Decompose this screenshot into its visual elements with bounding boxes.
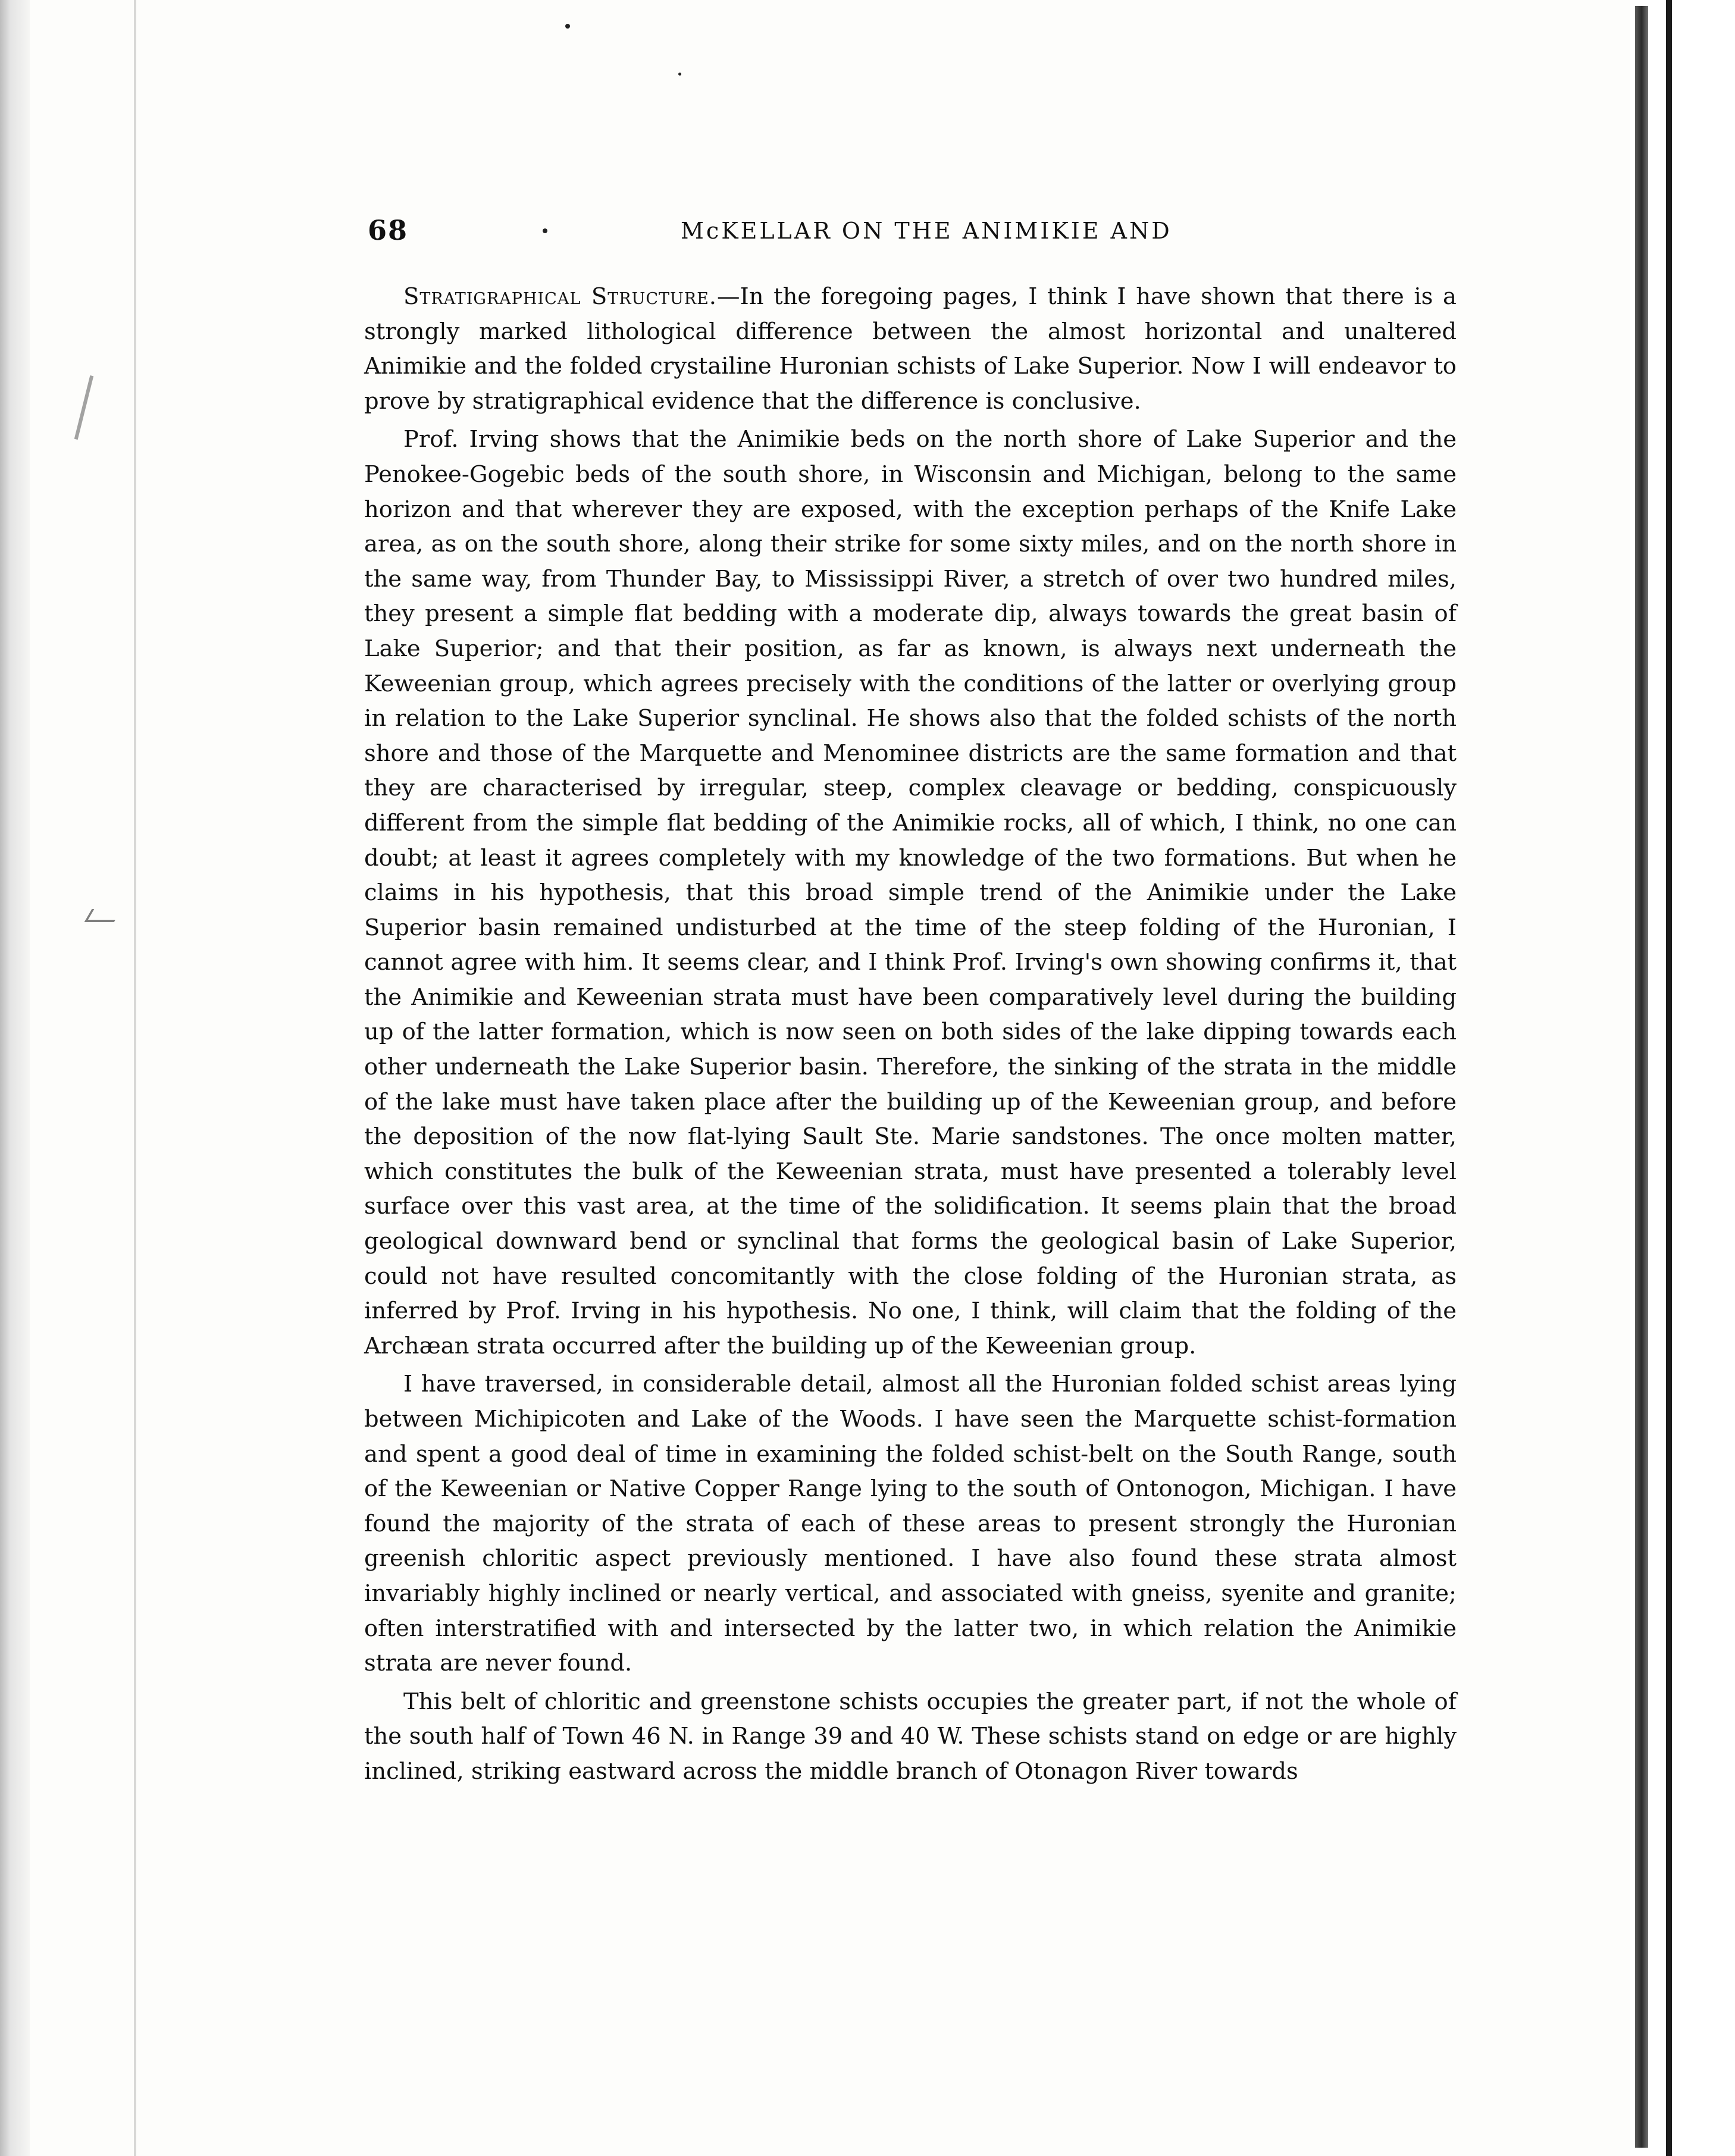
margin-pencil-mark bbox=[74, 375, 93, 440]
paragraph-text: Prof. Irving shows that the Animikie beds on the north shore of Lake Superior and the Penokee-Gogebic beds of the south shore, in Wisconsin and Michigan, belong to the same horizon and that wherever they are exposed, with the exception perhaps of the Knife Lake area, as on the south shore, along their strike for some sixty miles, and on the north shore in the same way, from Thunder Bay, to Mississippi River, a stretch of over two hundred miles, they present a simple flat bedding with a moderate dip, always towards the great basin of Lake Superior; and that their position, as far as known, is always next underneath the Keweenian group, which agrees precisely with the conditions of the latter or overlying group in relation to the Lake Superior synclinal. He shows also that the folded schists of the north shore and those of the Marquette and Menominee districts are the same formation and that they are characterised by irregular, steep, complex cleavage or bedding, conspicuously different from the simple flat bedding of the Animikie rocks, all of which, I think, no one can doubt; at least it agrees completely with my knowledge of the two formations. But when he claims in his hypothesis, that this broad simple trend of the Animikie under the Lake Superior basin remained undisturbed at the time of the steep folding of the Huronian, I cannot agree with him. It seems clear, and I think Prof. Irving's own showing confirms it, that the Animikie and Keweenian strata must have been comparatively level during the building up of the latter formation, which is now seen on both sides of the lake dipping towards each other underneath the Lake Superior basin. Therefore, the sinking of the strata in the middle of the lake must have taken place after the building up of the Keweenian group, and before the deposition of the now flat-lying Sault Ste. Marie sandstones. The once molten matter, which constitutes the bulk of the Keweenian strata, must have presented a tolerably level surface over this vast area, at the time of the solidification. It seems plain that the broad geological downward bend or synclinal that forms the geological basin of Lake Superior, could not have resulted concomitantly with the close folding of the Huronian strata, as inferred by Prof. Irving in his hypothesis. No one, I think, will claim that the folding of the Archæan strata occurred after the building up of the Keweenian group. bbox=[364, 426, 1457, 1359]
page-number: 68 bbox=[368, 214, 409, 246]
paragraph bbox=[364, 1685, 1457, 1790]
page-header bbox=[368, 214, 1445, 262]
paragraph-text: In the foregoing pages, I think I have shown that there is a strongly marked lithological difference between the almost horizontal and unaltered Animikie and the folded crystailine Huronian schists of Lake Superior. Now I will endeavor to prove by stratigraphical evidence that the difference is conclusive. bbox=[364, 283, 1457, 415]
speck-mark bbox=[678, 73, 681, 76]
paragraph bbox=[364, 422, 1457, 1364]
body-text bbox=[364, 280, 1457, 1790]
running-head: McKELLAR ON THE ANIMIKIE AND bbox=[681, 218, 1172, 244]
header-dot bbox=[543, 228, 547, 233]
heading-dash: — bbox=[717, 283, 740, 310]
paragraph bbox=[364, 1367, 1457, 1681]
section-heading: Stratigraphical Structure. bbox=[403, 283, 718, 310]
book-binding-edge bbox=[1635, 6, 1648, 2148]
book-binding-edge-dark bbox=[1666, 0, 1672, 2156]
paragraph-text: I have traversed, in considerable detail, almost all the Huronian folded schist areas lying between Michipicoten and Lake of the Woods. I have seen the Marquette schist-formation and spent a good deal of time in examining the folded schist-belt on the South Range, south of the Keweenian or Native Copper Range lying to the south of Ontonogon, Michigan. I have found the majority of the strata of each of these areas to present strongly the Huronian greenish chloritic aspect previously mentioned. I have also found these strata almost invariably highly inclined or nearly vertical, and associated with gneiss, syenite and granite; often interstratified with and intersected by the latter two, in which relation the Animikie strata are never found. bbox=[364, 1371, 1457, 1677]
paragraph bbox=[364, 280, 1457, 419]
page-fold-line bbox=[134, 0, 136, 2156]
speck-mark bbox=[565, 24, 570, 29]
paragraph-text: This belt of chloritic and greenstone schists occupies the greater part, if not the whole of the south half of Town 46 N. in Range 39 and 40 W. These schists stand on edge or are highly inclined, striking eastward across the middle branch of Otonagon River towards bbox=[364, 1688, 1457, 1785]
page-left-shadow bbox=[0, 0, 30, 2156]
margin-pencil-mark bbox=[84, 909, 122, 922]
